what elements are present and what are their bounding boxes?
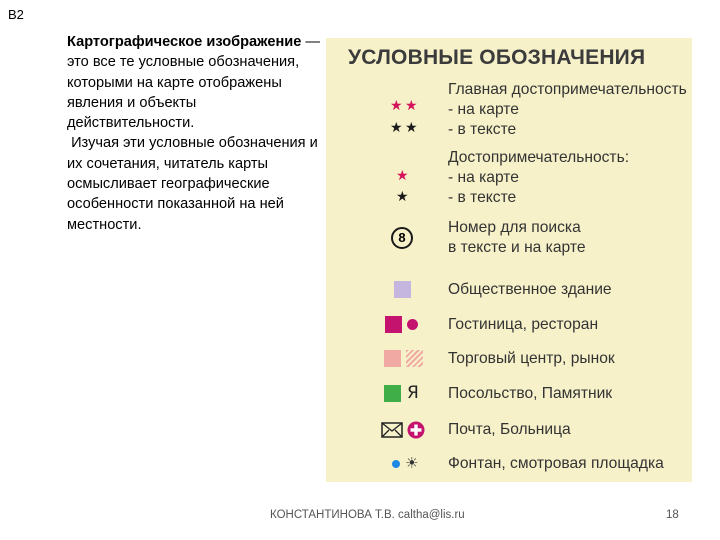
legend-label: Общественное здание [448, 281, 612, 298]
page-number: 18 [666, 509, 679, 521]
legend-label-line2: - на карте [448, 101, 519, 118]
star-icon: ★ [405, 119, 418, 135]
intro-second-sentence: Изучая эти условные обозначения и их сочетания, читатель карты осмысливает географические особенности показанной на ней местности. [67, 135, 318, 233]
shopping-square-icon [384, 350, 401, 367]
legend-label: Почта, Больница [448, 421, 571, 438]
star-icon: ★ [390, 97, 403, 113]
star-icon: ★ [390, 119, 403, 135]
legend-label-line2: в тексте и на карте [448, 239, 586, 256]
legend-label-line3: - в тексте [448, 189, 517, 206]
fountain-dot-icon [392, 460, 400, 468]
legend-label: Достопримечательность: [448, 149, 630, 166]
legend-title: УСЛОВНЫЕ ОБОЗНАЧЕНИЯ [348, 46, 646, 69]
embassy-square-icon [384, 385, 401, 402]
monument-icon: Я [407, 383, 419, 403]
legend-label-line2: - на карте [448, 169, 519, 186]
hospital-icon [407, 421, 425, 439]
legend-label: Посольство, Памятник [448, 385, 613, 402]
legend-label: Главная достопримечательность [448, 81, 687, 98]
legend-label: Торговый центр, рынок [448, 350, 615, 367]
intro-term: Картографическое изображение [67, 34, 302, 50]
slide-tag: В2 [8, 7, 24, 22]
lilac-square-icon [394, 281, 411, 298]
star-icon: ★ [396, 167, 409, 183]
market-hatched-icon [406, 350, 423, 367]
viewpoint-icon: ☀ [405, 454, 419, 472]
star-icon: ★ [405, 97, 418, 113]
legend-label: Фонтан, смотровая площадка [448, 455, 664, 472]
star-icon: ★ [396, 188, 409, 204]
footer-author: КОНСТАНТИНОВА Т.В. caltha@lis.ru [270, 509, 465, 521]
intro-paragraph [67, 32, 322, 235]
number-circle-icon: 8 [391, 227, 413, 249]
legend-label-line3: - в тексте [448, 121, 517, 138]
intro-definition: — это все те условные обозначения, которыми на карте отображены явления и объекты действительности. [67, 34, 321, 132]
legend-label: Гостиница, ресторан [448, 316, 599, 333]
map-legend [326, 38, 692, 482]
restaurant-dot-icon [407, 319, 418, 330]
hotel-square-icon [385, 316, 402, 333]
legend-label: Номер для поиска [448, 219, 581, 236]
envelope-icon [381, 422, 403, 438]
